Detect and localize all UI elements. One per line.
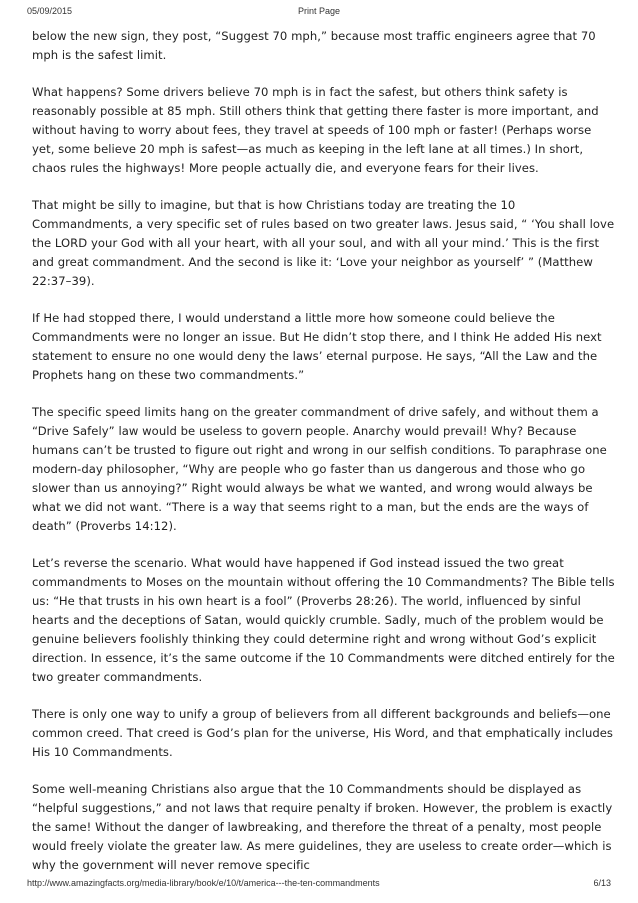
article-paragraph: That might be silly to imagine, but that is how Christians today are treating the 10 Commandments, a very specific set of rules based on two greater laws. Jesus said, “ ‘You shall love the LORD your God with all your heart, with all your soul, and with all your mind.’ This is the first and great commandment. And the second is like it: ‘Love your neighbor as yourself’ ” (Matthew 22:37–39). — [32, 198, 615, 288]
article-paragraph: The specific speed limits hang on the greater commandment of drive safely, and without them a “Drive Safely” law would be useless to govern people. Anarchy would prevail! Why? Because humans can’t be trusted to figure out right and wrong in our selfish conditions. To paraphrase one modern-day philosopher, “Why are people who go faster than us dangerous and those who go slower than us annoying?” Right would always be what we wanted, and wrong would always be what we did not want. “There is a way that seems right to a man, but the ends are the ways of death” (Proverbs 14:12). — [32, 405, 607, 533]
article-body — [32, 27, 616, 875]
source-url: http://www.amazingfacts.org/media-library/book/e/10/t/america---the-ten-commandments — [27, 878, 380, 888]
page-number: 6/13 — [593, 878, 611, 888]
print-date: 05/09/2015 — [27, 6, 73, 16]
article-paragraph: Some well-meaning Christians also argue that the 10 Commandments should be displayed as “helpful suggestions,” and not laws that require penalty if broken. However, the problem is exactly the same! Without the danger of lawbreaking, and therefore the threat of a penalty, most people would freely violate the greater law. As mere guidelines, they are useless to create order—which is why the government will never remove specific — [32, 782, 613, 872]
article-paragraph: There is only one way to unify a group of believers from all different backgrounds and beliefs—one common creed. That creed is God’s plan for the universe, His Word, and that emphatically includes His 10 Commandments. — [32, 707, 614, 759]
article-paragraph: Let’s reverse the scenario. What would have happened if God instead issued the two great commandments to Moses on the mountain without offering the 10 Commandments? The Bible tells us: “He that trusts in his own heart is a fool” (Proverbs 28:26). The world, influenced by sinful hearts and the deceptions of Satan, would quickly crumble. Sadly, much of the problem would be genuine believers foolishly thinking they could determine right and wrong without God’s explicit direction. In essence, it’s the same outcome if the 10 Commandments were ditched entirely for the two greater commandments. — [32, 556, 615, 684]
article-paragraph: What happens? Some drivers believe 70 mph is in fact the safest, but others think safety is reasonably possible at 85 mph. Still others think that getting there faster is more important, and without having to worry about fees, they travel at speeds of 100 mph or faster! (Perhaps worse yet, some believe 20 mph is safest—as much as keeping in the left lane at all times.) In short, chaos rules the highways! More people actually die, and everyone fears for their lives. — [32, 85, 599, 175]
article-paragraph: below the new sign, they post, “Suggest 70 mph,” because most traffic engineers agree that 70 mph is the safest limit. — [32, 29, 596, 62]
article-paragraph: If He had stopped there, I would understand a little more how someone could believe the Commandments were no longer an issue. But He didn’t stop there, and I think He added His next statement to ensure no one would deny the laws’ eternal purpose. He says, “All the Law and the Prophets hang on these two commandments.” — [32, 311, 602, 382]
print-page-title: Print Page — [297, 6, 341, 16]
print-footer — [0, 878, 638, 892]
print-header — [0, 6, 638, 20]
